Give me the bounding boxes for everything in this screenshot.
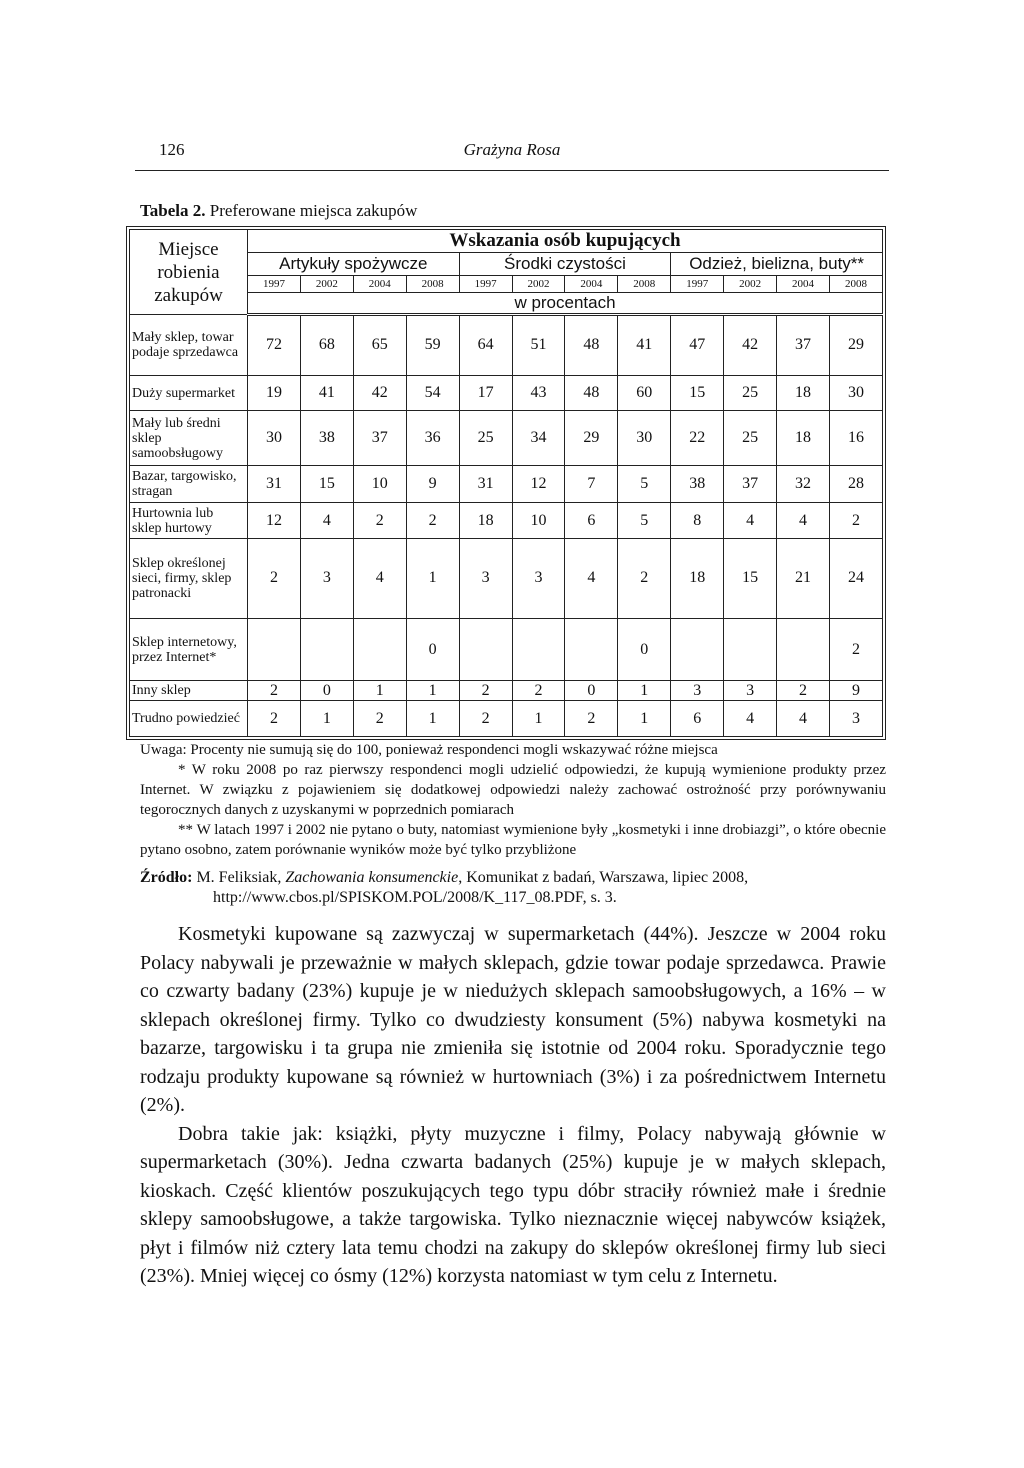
table-cell: 72: [248, 315, 301, 376]
row-label: Bazar, targowisko, stragan: [130, 465, 248, 503]
table-cell: 31: [459, 465, 512, 503]
table-cell: [671, 618, 724, 681]
table-cell: 47: [671, 315, 724, 376]
table-row: [130, 375, 883, 411]
table-cell: 2: [353, 503, 406, 539]
table-cell: 4: [724, 503, 777, 539]
category-header: Odzież, bielizna, buty**: [671, 253, 883, 276]
table-cell: 64: [459, 315, 512, 376]
table-cell: 34: [512, 411, 565, 465]
table-row: [130, 411, 883, 465]
paragraph: Kosmetyki kupowane są zazwyczaj w supermarketach (44%). Jeszcze w 2004 roku Polacy nabywali je przeważnie w małych sklepach, gdzie towar podaje sprzedawca. Prawie co czwarty badany (23%) kupuje je w niedużych sklepach samoobsługowych, a 16% – w sklepach określonej firmy. Tylko co dwudziesty konsument (5%) nabywa kosmetyki na bazarze, targowisku i ta grupa nie zmieniła się istotnie od 2004 roku. Sporadycznie tego rodzaju produkty kupowane są również w hurtowniach (3%) i za pośrednictwem Internetu (2%).: [140, 923, 886, 1116]
table-cell: 37: [353, 411, 406, 465]
table-cell: 2: [829, 503, 882, 539]
table-cell: 68: [300, 315, 353, 376]
table-cell: 65: [353, 315, 406, 376]
table-cell: 15: [300, 465, 353, 503]
table-cell: 2: [459, 701, 512, 737]
table-cell: 1: [512, 701, 565, 737]
table-cell: 60: [618, 375, 671, 411]
year-header: 2004: [565, 276, 618, 293]
table-cell: 31: [248, 465, 301, 503]
table-cell: 19: [248, 375, 301, 411]
table-cell: 0: [618, 618, 671, 681]
table-cell: 4: [724, 701, 777, 737]
table-cell: 2: [618, 539, 671, 619]
row-label: Sklep internetowy, przez Internet*: [130, 618, 248, 681]
table-cell: 2: [248, 539, 301, 619]
table-cell: [353, 618, 406, 681]
table-cell: 10: [353, 465, 406, 503]
table-row: [130, 681, 883, 701]
year-header: 1997: [459, 276, 512, 293]
year-header: 2004: [353, 276, 406, 293]
year-header: 2008: [618, 276, 671, 293]
running-title: Grażyna Rosa: [463, 140, 561, 159]
table-cell: 48: [565, 375, 618, 411]
table-cell: 48: [565, 315, 618, 376]
table-row: [130, 618, 883, 681]
table-row: [130, 465, 883, 503]
table-cell: 2: [829, 618, 882, 681]
table-cell: 1: [300, 701, 353, 737]
table-cell: 28: [829, 465, 882, 503]
table-cell: 24: [829, 539, 882, 619]
year-header: 2002: [724, 276, 777, 293]
source-note: [140, 868, 886, 908]
table-cell: 38: [671, 465, 724, 503]
table-cell: 25: [724, 375, 777, 411]
table-cell: 4: [565, 539, 618, 619]
table-cell: 0: [565, 681, 618, 701]
table-cell: 15: [724, 539, 777, 619]
table-cell: 2: [406, 503, 459, 539]
table-row: [130, 503, 883, 539]
table-cell: 54: [406, 375, 459, 411]
data-table: [129, 229, 883, 737]
row-label: Sklep określonej sieci, firmy, sklep patronacki: [130, 539, 248, 619]
table-cell: 5: [618, 503, 671, 539]
table-cell: 1: [618, 701, 671, 737]
paragraph: Dobra takie jak: książki, płyty muzyczne i filmy, Polacy nabywają głównie w supermarketach (30%). Jedna czwarta badanych (25%) kupuje je w małych sklepach, kioskach. Część klientów poszukujących tego typu dóbr straciły również małe i średnie sklepy samoobsługowe, a także targowiska. Tylko nieznacznie więcej nabywców książek, płyt i filmów niż cztery lata temu chodzi na zakupy do sklepów określonej firmy lub sieci (23%). Mniej więcej co ósmy (12%) korzysta natomiast w tym celu z Internetu.: [140, 1122, 886, 1287]
table-cell: 25: [459, 411, 512, 465]
table-frame: [126, 226, 886, 740]
table-cell: 59: [406, 315, 459, 376]
body-text: [140, 920, 886, 1291]
page-number: 126: [159, 140, 185, 159]
table-cell: 1: [406, 701, 459, 737]
table-cell: [512, 618, 565, 681]
table-row: [130, 539, 883, 619]
table-cell: 17: [459, 375, 512, 411]
table-cell: 7: [565, 465, 618, 503]
table-cell: 41: [300, 375, 353, 411]
table-cell: 3: [512, 539, 565, 619]
table-cell: 2: [565, 701, 618, 737]
year-header: 1997: [671, 276, 724, 293]
table-notes: [140, 740, 886, 860]
source-author: M. Feliksiak,: [196, 869, 282, 886]
table-cell: 18: [777, 375, 830, 411]
source-title: Zachowania konsumenckie: [285, 869, 459, 886]
table-cell: 42: [724, 315, 777, 376]
table-cell: [459, 618, 512, 681]
table-cell: 30: [829, 375, 882, 411]
year-header: 2002: [512, 276, 565, 293]
note-internet: * W roku 2008 po raz pierwszy respondenci mogli udzielić odpowiedzi, że kupują wymienione produkty przez Internet. W związku z pojawieniem się dodatkowej odpowiedzi należy zachować ostrożność przy porównywaniu tegorocznych danych z uzyskanymi w poprzednich pomiarach: [140, 762, 886, 818]
table-cell: 1: [406, 681, 459, 701]
table-cell: 8: [671, 503, 724, 539]
table-cell: 4: [777, 503, 830, 539]
year-header: 2008: [829, 276, 882, 293]
table-cell: 22: [671, 411, 724, 465]
main-header: Wskazania osób kupujących: [248, 230, 883, 253]
table-cell: 0: [300, 681, 353, 701]
table-cell: 1: [353, 681, 406, 701]
table-cell: 9: [406, 465, 459, 503]
category-header: Artykuły spożywcze: [248, 253, 460, 276]
source-url: http://www.cbos.pl/SPISKOM.POL/2008/K_117_08.PDF, s. 3.: [213, 889, 617, 906]
table-cell: 2: [512, 681, 565, 701]
table-cell: 4: [777, 701, 830, 737]
table-cell: 2: [248, 701, 301, 737]
note-general: Uwaga: Procenty nie sumują się do 100, ponieważ respondenci mogli wskazywać różne miejsca: [140, 742, 718, 758]
table-cell: 43: [512, 375, 565, 411]
year-header: 2008: [406, 276, 459, 293]
page-header: [135, 140, 889, 171]
table-cell: 18: [459, 503, 512, 539]
table-cell: 12: [248, 503, 301, 539]
table-cell: 4: [300, 503, 353, 539]
table-cell: 15: [671, 375, 724, 411]
year-header: 1997: [248, 276, 301, 293]
table-cell: 2: [459, 681, 512, 701]
row-label: Hurtownia lub sklep hurtowy: [130, 503, 248, 539]
table-cell: 3: [459, 539, 512, 619]
table-cell: 1: [618, 681, 671, 701]
category-header: Środki czystości: [459, 253, 671, 276]
table-cell: 38: [300, 411, 353, 465]
table-cell: 16: [829, 411, 882, 465]
row-label: Inny sklep: [130, 681, 248, 701]
table-cell: 21: [777, 539, 830, 619]
caption-text: Preferowane miejsca zakupów: [209, 201, 418, 220]
table-cell: 2: [353, 701, 406, 737]
table-cell: 3: [671, 681, 724, 701]
source-label: Źródło:: [140, 869, 193, 886]
table-cell: 10: [512, 503, 565, 539]
table-cell: [565, 618, 618, 681]
caption-label: Tabela 2.: [140, 201, 206, 220]
table-cell: 37: [777, 315, 830, 376]
table-cell: 41: [618, 315, 671, 376]
table-cell: 37: [724, 465, 777, 503]
row-label: Duży supermarket: [130, 375, 248, 411]
table-cell: 3: [724, 681, 777, 701]
table-cell: 29: [565, 411, 618, 465]
table-cell: 51: [512, 315, 565, 376]
table-cell: 42: [353, 375, 406, 411]
table-cell: 2: [777, 681, 830, 701]
row-label: Trudno powiedzieć: [130, 701, 248, 737]
source-details: , Komunikat z badań, Warszawa, lipiec 2008,: [458, 869, 749, 886]
table-cell: 2: [248, 681, 301, 701]
table-cell: 6: [671, 701, 724, 737]
table-row: [130, 701, 883, 737]
table-cell: 0: [406, 618, 459, 681]
table-cell: 36: [406, 411, 459, 465]
table-cell: [300, 618, 353, 681]
table-cell: 30: [248, 411, 301, 465]
table-cell: 3: [829, 701, 882, 737]
unit-label: w procentach: [248, 293, 883, 315]
row-label: Mały sklep, towar podaje sprzedawca: [130, 315, 248, 376]
table-cell: 9: [829, 681, 882, 701]
note-clothing: ** W latach 1997 i 2002 nie pytano o buty, natomiast wymienione były „kosmetyki i inne drobiazgi”, o które obecnie pytano osobno, zatem porównanie wyników może być tylko przybliżone: [140, 822, 886, 858]
corner-header: Miejsce robienia zakupów: [130, 230, 248, 315]
table-cell: 3: [300, 539, 353, 619]
table-cell: 30: [618, 411, 671, 465]
table-cell: [724, 618, 777, 681]
table-cell: 5: [618, 465, 671, 503]
row-label: Mały lub średni sklep samoobsługowy: [130, 411, 248, 465]
table-cell: [777, 618, 830, 681]
table-cell: [248, 618, 301, 681]
table-cell: 29: [829, 315, 882, 376]
year-header: 2002: [300, 276, 353, 293]
table-cell: 1: [406, 539, 459, 619]
table-cell: 18: [671, 539, 724, 619]
table-cell: 6: [565, 503, 618, 539]
table-cell: 18: [777, 411, 830, 465]
table-row: [130, 315, 883, 376]
table-caption: [140, 201, 417, 221]
table-cell: 32: [777, 465, 830, 503]
table-cell: 12: [512, 465, 565, 503]
table-cell: 4: [353, 539, 406, 619]
table-cell: 25: [724, 411, 777, 465]
year-header: 2004: [777, 276, 830, 293]
